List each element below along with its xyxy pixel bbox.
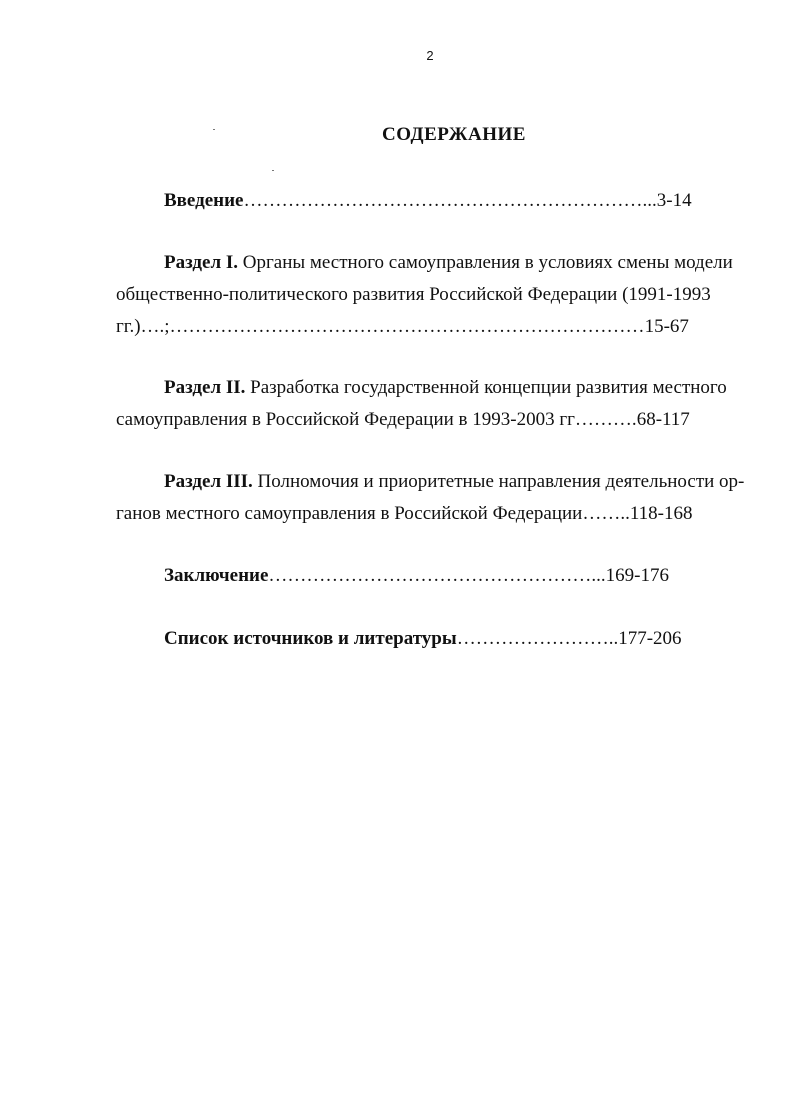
- toc-entry-label: Список источников и литературы: [164, 628, 457, 649]
- toc-entry-section2-line2: [116, 407, 690, 433]
- toc-entry-text: ганов местного самоуправления в Российской Федерации……..: [116, 503, 630, 524]
- toc-pages: 169-176: [605, 565, 669, 586]
- toc-pages: 118-168: [629, 503, 693, 524]
- toc-entry-label: Раздел II.: [164, 377, 246, 398]
- toc-entry-label: Раздел I.: [164, 252, 238, 273]
- page-number: 2: [426, 48, 434, 63]
- toc-entry-section2-line1: [164, 375, 727, 401]
- toc-entry-text: самоуправления в Российской Федерации в 1993-2003 гг……….: [116, 409, 637, 430]
- scan-speck: [272, 170, 274, 171]
- toc-pages: 3-14: [656, 190, 692, 211]
- toc-entry-section1-line2: [116, 282, 711, 308]
- toc-entry-label: Введение: [164, 190, 244, 211]
- toc-entry-conclusion: [164, 563, 669, 589]
- toc-leader: гг.)….;…………………………………………………………………: [116, 316, 645, 337]
- toc-entry-label: Раздел III.: [164, 471, 253, 492]
- toc-entry-section1-line3: [116, 314, 689, 340]
- toc-entry-text: Органы местного самоуправления в условиях смены модели: [238, 252, 733, 273]
- toc-pages: 177-206: [618, 628, 682, 649]
- toc-entry-intro: [164, 188, 692, 214]
- toc-entry-section3-line1: [164, 469, 744, 495]
- toc-entry-text: Разработка государственной концепции развития местного: [245, 377, 727, 398]
- toc-leader: ……………………………………………...: [268, 565, 606, 586]
- toc-entry-text: Полномочия и приоритетные направления деятельности ор-: [252, 471, 745, 492]
- toc-entry-label: Заключение: [164, 565, 269, 586]
- toc-entry-sources: [164, 626, 682, 652]
- toc-entry-text: общественно-политического развития Российской Федерации (1991-1993: [116, 284, 711, 305]
- toc-leader: ……………………..: [456, 628, 619, 649]
- toc-title: СОДЕРЖАНИЕ: [382, 124, 526, 145]
- toc-entry-section3-line2: [116, 501, 692, 527]
- toc-pages: 68-117: [636, 409, 690, 430]
- toc-entry-section1-line1: [164, 250, 733, 276]
- toc-leader: ………………………………………………………...: [243, 190, 657, 211]
- toc-pages: 15-67: [644, 316, 689, 337]
